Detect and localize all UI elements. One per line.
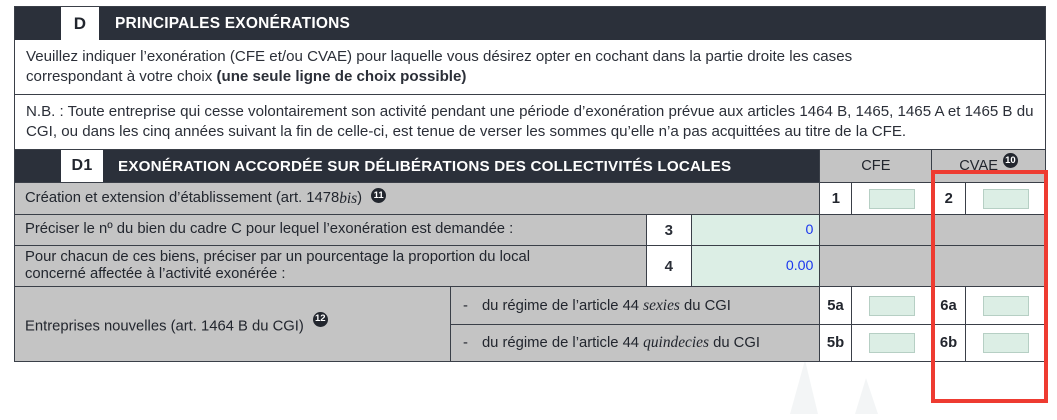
section-d-note: N.B. : Toute entreprise qui cesse volontairement son activité pendant une période d’exonération prévue aux articles 1464 B, 1465, 1465 A et 1465 B du CGI, ou dans les cinq années suivant la fin de celle-ci, est tenue de verser les sommes qu’elle n’a pas acquittées au titre de la CFE.	[15, 94, 1045, 149]
row-creation-cfe-checkbox-cell[interactable]	[851, 183, 931, 214]
row-creation-cvae-number: 2	[931, 183, 965, 214]
row-entreprises-nouvelles-label-text: Entreprises nouvelles (art. 1464 B du CGI)	[25, 318, 304, 335]
section-d-header	[15, 7, 1045, 40]
row-44-quindecies-text-italic: quindecies	[643, 334, 709, 352]
table-row-pourcentage	[15, 245, 1045, 286]
table-row-entreprises-nouvelles	[15, 286, 1045, 361]
table-row-44-sexies	[451, 287, 1045, 324]
row-44-sexies-text-after: du CGI	[679, 297, 731, 314]
row-creation-cfe-number: 1	[819, 183, 851, 214]
row-pourcentage-number: 4	[646, 246, 691, 286]
row-44-quindecies-cvae-checkbox-cell[interactable]	[965, 325, 1045, 361]
row-44-sexies-cvae-checkbox-cell[interactable]	[965, 287, 1045, 324]
row-entreprises-nouvelles-label	[15, 287, 451, 361]
row-44-quindecies-cfe-checkbox[interactable]	[869, 333, 915, 353]
row-creation-label-tail: )	[357, 189, 363, 206]
section-d1-header-spacer	[15, 150, 61, 182]
note-marker-10-icon: 10	[1003, 153, 1018, 168]
row-44-sexies-cfe-checkbox[interactable]	[869, 296, 915, 316]
column-header-cvae-label: CVAE	[959, 158, 998, 175]
row-44-quindecies-dash: -	[463, 335, 468, 352]
row-44-sexies-cfe-checkbox-cell[interactable]	[851, 287, 931, 324]
section-d-header-spacer	[15, 7, 61, 40]
section-d1-letter: D1	[61, 150, 103, 182]
row-44-sexies-cvae-number: 6a	[931, 287, 965, 324]
row-creation-cfe-checkbox[interactable]	[869, 189, 915, 209]
row-preciser-bien-label: Préciser le nº du bien du cadre C pour lequel l’exonération est demandée :	[15, 215, 646, 245]
table-row-44-quindecies	[451, 324, 1045, 361]
intro-line-1: Veuillez indiquer l’exonération (CFE et/ou CVAE) pour laquelle vous désirez opter en cochant dans la partie droite les cases	[26, 48, 853, 65]
row-44-quindecies-cfe-number: 5b	[819, 325, 851, 361]
table-row-preciser-bien	[15, 214, 1045, 245]
row-preciser-bien-cvae-empty	[931, 215, 1045, 245]
row-preciser-bien-number: 3	[646, 215, 691, 245]
section-d-intro	[15, 40, 1045, 94]
row-44-sexies-text-before: du régime de l’article 44	[481, 297, 644, 314]
note-marker-12-icon: 12	[313, 312, 328, 327]
entreprises-nouvelles-subrows	[451, 287, 1045, 361]
row-pourcentage-label-line2: concerné affectée à l’activité exonérée :	[25, 266, 286, 283]
section-d1-header	[15, 150, 819, 182]
column-header-cvae	[931, 150, 1045, 182]
row-creation-label-italic: bis	[339, 189, 358, 207]
row-44-quindecies-text-before: du régime de l’article 44	[481, 335, 644, 352]
row-pourcentage-label	[15, 246, 646, 286]
row-44-sexies-label	[451, 287, 819, 324]
row-pourcentage-input[interactable]: 0.00	[691, 246, 820, 286]
note-marker-11-icon: 11	[371, 188, 386, 203]
intro-line-2-bold: (une seule ligne de choix possible)	[216, 67, 467, 85]
column-header-cfe-label: CFE	[861, 158, 891, 175]
table-row-creation	[15, 182, 1045, 214]
row-44-quindecies-cvae-checkbox[interactable]	[983, 333, 1029, 353]
row-44-quindecies-cvae-number: 6b	[931, 325, 965, 361]
row-44-sexies-dash: -	[463, 297, 468, 314]
row-44-sexies-cfe-number: 5a	[819, 287, 851, 324]
row-creation-label-text: Création et extension d’établissement (art. 1478	[25, 189, 340, 206]
form-table	[14, 6, 1046, 362]
intro-line-2-normal: correspondant à votre choix	[26, 67, 217, 85]
row-creation-cvae-checkbox[interactable]	[983, 189, 1029, 209]
section-d-letter: D	[61, 7, 99, 40]
row-44-quindecies-label	[451, 325, 819, 361]
row-preciser-bien-input[interactable]: 0	[691, 215, 820, 245]
section-d1-title: EXONÉRATION ACCORDÉE SUR DÉLIBÉRATIONS DES COLLECTIVITÉS LOCALES	[118, 157, 732, 175]
section-d1-header-row	[15, 149, 1045, 182]
row-44-sexies-cvae-checkbox[interactable]	[983, 296, 1029, 316]
section-d-title: PRINCIPALES EXONÉRATIONS	[115, 14, 351, 32]
row-creation-cvae-checkbox-cell[interactable]	[965, 183, 1045, 214]
row-pourcentage-cfe-empty	[819, 246, 931, 286]
row-44-sexies-text-italic: sexies	[643, 296, 680, 314]
row-44-quindecies-text-after: du CGI	[708, 335, 760, 352]
row-44-quindecies-cfe-checkbox-cell[interactable]	[851, 325, 931, 361]
row-pourcentage-label-line1: Pour chacun de ces biens, préciser par un pourcentage la proportion du local	[25, 248, 531, 265]
column-header-cfe	[819, 150, 931, 182]
row-pourcentage-cvae-empty	[931, 246, 1045, 286]
row-preciser-bien-cfe-empty	[819, 215, 931, 245]
row-creation-label	[15, 183, 819, 214]
